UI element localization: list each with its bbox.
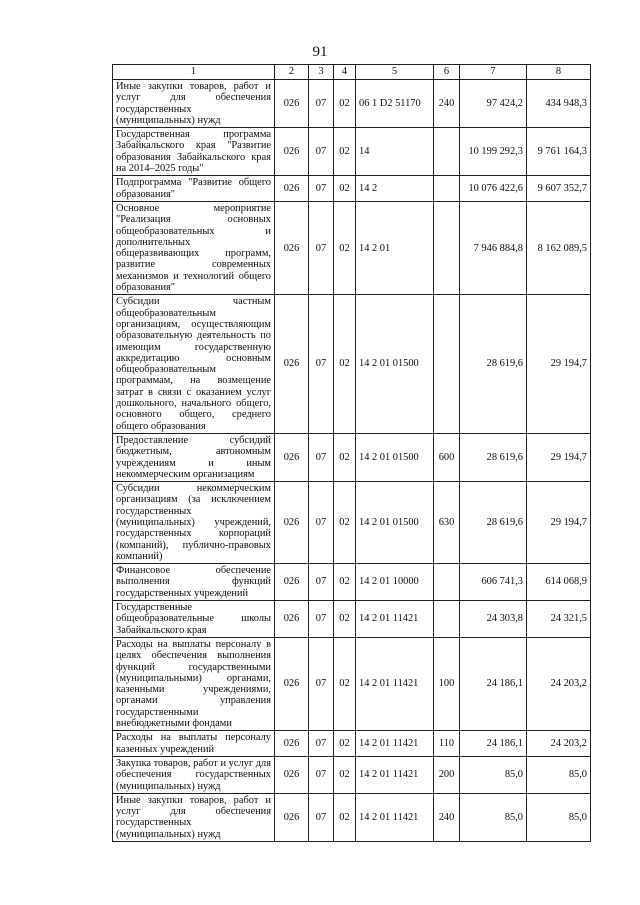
cell-section-code: 07 <box>309 637 334 730</box>
cell-amount-year2: 24 321,5 <box>527 601 591 638</box>
page-number: 91 <box>312 44 328 60</box>
cell-target-article: 06 1 D2 51170 <box>356 80 434 128</box>
cell-amount-year1: 85,0 <box>460 756 527 793</box>
header-cell: 1 <box>113 65 275 80</box>
cell-amount-year2: 24 203,2 <box>527 731 591 757</box>
row-description: Расходы на выплаты персоналу казенных учреждений <box>113 731 275 757</box>
cell-section-code: 07 <box>309 433 334 481</box>
header-cell: 4 <box>334 65 356 80</box>
cell-subsection-code: 02 <box>334 128 356 176</box>
cell-subsection-code: 02 <box>334 201 356 294</box>
cell-target-article: 14 2 01 11421 <box>356 756 434 793</box>
cell-grbs-code: 026 <box>275 564 309 601</box>
header-cell: 6 <box>434 65 460 80</box>
cell-amount-year1: 28 619,6 <box>460 295 527 434</box>
cell-amount-year2: 8 162 089,5 <box>527 201 591 294</box>
cell-subsection-code: 02 <box>334 637 356 730</box>
table-row <box>113 295 591 434</box>
cell-subsection-code: 02 <box>334 756 356 793</box>
table-row <box>113 482 591 564</box>
cell-target-article: 14 2 01 01500 <box>356 433 434 481</box>
cell-amount-year2: 614 068,9 <box>527 564 591 601</box>
cell-grbs-code: 026 <box>275 433 309 481</box>
header-cell: 7 <box>460 65 527 80</box>
cell-amount-year2: 29 194,7 <box>527 433 591 481</box>
cell-amount-year2: 29 194,7 <box>527 295 591 434</box>
cell-section-code: 07 <box>309 793 334 841</box>
cell-grbs-code: 026 <box>275 176 309 202</box>
cell-expense-type <box>434 128 460 176</box>
cell-amount-year2: 29 194,7 <box>527 482 591 564</box>
cell-expense-type <box>434 601 460 638</box>
cell-expense-type <box>434 201 460 294</box>
cell-subsection-code: 02 <box>334 433 356 481</box>
row-description: Расходы на выплаты персоналу в целях обеспечения выполнения функций государственными (муниципальными) органами, казенными учреждениями, органами управления государственными внебюджетными фондами <box>113 637 275 730</box>
cell-section-code: 07 <box>309 756 334 793</box>
cell-grbs-code: 026 <box>275 295 309 434</box>
cell-amount-year2: 9 607 352,7 <box>527 176 591 202</box>
cell-expense-type <box>434 176 460 202</box>
row-description: Подпрограмма "Развитие общего образования" <box>113 176 275 202</box>
cell-grbs-code: 026 <box>275 731 309 757</box>
cell-subsection-code: 02 <box>334 80 356 128</box>
cell-section-code: 07 <box>309 731 334 757</box>
cell-expense-type <box>434 564 460 601</box>
cell-amount-year1: 7 946 884,8 <box>460 201 527 294</box>
cell-amount-year1: 85,0 <box>460 793 527 841</box>
cell-target-article: 14 2 <box>356 176 434 202</box>
row-description: Государственные общеобразовательные школы Забайкальского края <box>113 601 275 638</box>
table-header <box>113 65 591 80</box>
cell-section-code: 07 <box>309 176 334 202</box>
cell-section-code: 07 <box>309 601 334 638</box>
header-cell: 5 <box>356 65 434 80</box>
table-row <box>113 564 591 601</box>
cell-expense-type: 100 <box>434 637 460 730</box>
header-cell: 2 <box>275 65 309 80</box>
cell-expense-type: 200 <box>434 756 460 793</box>
cell-section-code: 07 <box>309 295 334 434</box>
cell-expense-type: 240 <box>434 80 460 128</box>
table-row <box>113 128 591 176</box>
cell-subsection-code: 02 <box>334 176 356 202</box>
cell-amount-year1: 10 076 422,6 <box>460 176 527 202</box>
cell-grbs-code: 026 <box>275 793 309 841</box>
cell-section-code: 07 <box>309 482 334 564</box>
row-description: Субсидии частным общеобразовательным организациям, осуществляющим образовательную деятельность по имеющим государственную аккредитацию основным общеобразовательным программам, на возмещение затрат в связи с оказанием услуг дошкольного, начального общего, основного общего, среднего общего образования <box>113 295 275 434</box>
cell-grbs-code: 026 <box>275 482 309 564</box>
cell-amount-year1: 24 303,8 <box>460 601 527 638</box>
row-description: Закупка товаров, работ и услуг для обеспечения государственных (муниципальных) нужд <box>113 756 275 793</box>
cell-amount-year1: 28 619,6 <box>460 433 527 481</box>
cell-expense-type: 600 <box>434 433 460 481</box>
row-description: Иные закупки товаров, работ и услуг для обеспечения государственных (муниципальных) нужд <box>113 793 275 841</box>
row-description: Финансовое обеспечение выполнения функций государственных учреждений <box>113 564 275 601</box>
cell-subsection-code: 02 <box>334 731 356 757</box>
cell-grbs-code: 026 <box>275 80 309 128</box>
row-description: Основное мероприятие "Реализация основных общеобразовательных и дополнительных общеразвивающих программ, развитие современных механизмов и технологий общего образования" <box>113 201 275 294</box>
cell-section-code: 07 <box>309 564 334 601</box>
header-row <box>113 65 591 80</box>
cell-target-article: 14 2 01 <box>356 201 434 294</box>
cell-amount-year1: 10 199 292,3 <box>460 128 527 176</box>
cell-section-code: 07 <box>309 128 334 176</box>
header-cell: 3 <box>309 65 334 80</box>
cell-amount-year2: 24 203,2 <box>527 637 591 730</box>
cell-amount-year1: 97 424,2 <box>460 80 527 128</box>
table-row <box>113 793 591 841</box>
table-row <box>113 201 591 294</box>
cell-grbs-code: 026 <box>275 201 309 294</box>
cell-subsection-code: 02 <box>334 295 356 434</box>
cell-target-article: 14 2 01 11421 <box>356 637 434 730</box>
cell-target-article: 14 <box>356 128 434 176</box>
cell-amount-year2: 85,0 <box>527 793 591 841</box>
cell-expense-type: 240 <box>434 793 460 841</box>
cell-subsection-code: 02 <box>334 601 356 638</box>
cell-subsection-code: 02 <box>334 564 356 601</box>
table-row <box>113 176 591 202</box>
cell-grbs-code: 026 <box>275 601 309 638</box>
cell-target-article: 14 2 01 01500 <box>356 295 434 434</box>
cell-grbs-code: 026 <box>275 756 309 793</box>
cell-amount-year2: 85,0 <box>527 756 591 793</box>
cell-amount-year1: 606 741,3 <box>460 564 527 601</box>
cell-target-article: 14 2 01 01500 <box>356 482 434 564</box>
table-row <box>113 433 591 481</box>
cell-target-article: 14 2 01 11421 <box>356 793 434 841</box>
table-row <box>113 637 591 730</box>
cell-expense-type <box>434 295 460 434</box>
table-body <box>113 80 591 842</box>
cell-amount-year2: 9 761 164,3 <box>527 128 591 176</box>
cell-section-code: 07 <box>309 201 334 294</box>
cell-amount-year1: 28 619,6 <box>460 482 527 564</box>
cell-grbs-code: 026 <box>275 637 309 730</box>
row-description: Государственная программа Забайкальского края "Развитие образования Забайкальского края на 2014–2025 годы" <box>113 128 275 176</box>
cell-subsection-code: 02 <box>334 793 356 841</box>
cell-amount-year2: 434 948,3 <box>527 80 591 128</box>
row-description: Субсидии некоммерческим организациям (за исключением государственных (муниципальных) учреждений, государственных корпораций (компаний), публично-правовых компаний) <box>113 482 275 564</box>
cell-expense-type: 630 <box>434 482 460 564</box>
cell-target-article: 14 2 01 10000 <box>356 564 434 601</box>
cell-section-code: 07 <box>309 80 334 128</box>
cell-expense-type: 110 <box>434 731 460 757</box>
row-description: Иные закупки товаров, работ и услуг для обеспечения государственных (муниципальных) нужд <box>113 80 275 128</box>
cell-amount-year1: 24 186,1 <box>460 637 527 730</box>
table-row <box>113 756 591 793</box>
cell-grbs-code: 026 <box>275 128 309 176</box>
cell-target-article: 14 2 01 11421 <box>356 601 434 638</box>
table-row <box>113 601 591 638</box>
table-row <box>113 80 591 128</box>
cell-amount-year1: 24 186,1 <box>460 731 527 757</box>
header-cell: 8 <box>527 65 591 80</box>
cell-subsection-code: 02 <box>334 482 356 564</box>
cell-target-article: 14 2 01 11421 <box>356 731 434 757</box>
table-row <box>113 731 591 757</box>
row-description: Предоставление субсидий бюджетным, автономным учреждениям и иным некоммерческим организациям <box>113 433 275 481</box>
budget-table <box>112 64 591 842</box>
